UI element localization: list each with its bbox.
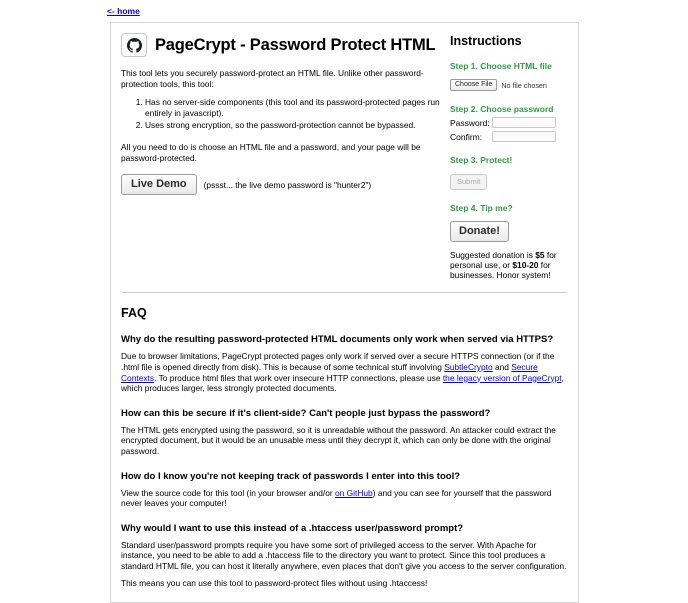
github-octocat-icon — [127, 38, 142, 53]
faq-section — [121, 306, 568, 588]
step3-label: Step 3. Protect! — [450, 155, 513, 165]
home-link[interactable]: <- home — [107, 6, 140, 16]
donate-button[interactable]: Donate! — [450, 221, 509, 242]
donation-amount: $10-20 — [512, 259, 539, 270]
github-link[interactable] — [121, 33, 147, 57]
subtlecrypto-link[interactable]: SubtleCrypto — [444, 361, 493, 372]
live-demo-button[interactable]: Live Demo — [121, 174, 197, 195]
file-input-row — [450, 79, 570, 91]
faq-question: How can this be secure if it's client-side? Can't people just bypass the password? — [121, 407, 491, 419]
page — [107, 0, 579, 603]
submit-button[interactable]: Submit — [450, 174, 487, 190]
confirm-input[interactable] — [492, 131, 556, 142]
faq-answer: View the source code for this tool (in your browser and/or on GitHub) and you can see for yourself that the password never leaves your computer! — [121, 487, 552, 509]
faq-title: FAQ — [121, 306, 147, 321]
step1-label: Step 1. Choose HTML file — [450, 61, 552, 71]
title-row — [121, 33, 441, 57]
main-card — [110, 22, 579, 603]
instructions-panel — [450, 31, 570, 280]
faq-question: Why do the resulting password-protected HTML documents only work when served via HTTPS? — [121, 334, 554, 346]
secure-contexts-link[interactable]: Secure Contexts — [121, 361, 538, 383]
feature-list — [121, 97, 441, 131]
faq-question: How do I know you're not keeping track of passwords I enter into this tool? — [121, 470, 461, 482]
top-section — [121, 31, 568, 280]
step4-label: Step 4. Tip me? — [450, 203, 513, 213]
file-status-text: No file chosen — [501, 80, 547, 90]
feature-item: 1. Has no server-side components (this tool and its password-protected pages run entirely in javascript). — [145, 97, 441, 118]
faq-answer: Standard user/password prompts require you have some sort of privileged access to the server. With Apache for instance, you need to be able to add a .htaccess file to the directory you want to protect. Since this tool produces a standard HTML file, you can host it literally anywhere, even places that don't give you access to the server configuration. — [121, 539, 567, 571]
main-column — [121, 31, 441, 280]
password-input[interactable] — [492, 117, 556, 128]
donation-amount: $5 — [535, 250, 545, 260]
confirm-row — [450, 131, 570, 142]
donation-note: Suggested donation is $5 for personal use, or $10-20 for businesses. Honor system! — [450, 250, 557, 280]
demo-row — [121, 174, 441, 195]
intro-lead: This tool lets you securely password-protect an HTML file. Unlike other password-protection tools, this tool: — [121, 68, 424, 89]
instructions-title: Instructions — [450, 34, 522, 48]
faq-closing: This means you can use this tool to password-protect files without using .htaccess! — [121, 577, 428, 588]
faq-answer: The HTML gets encrypted using the password, so it is unreadable without the password. An attacker could extract the encrypted document, but it would be an unusable mess until they decrypt it, which can only be done with the original password. — [121, 424, 556, 456]
password-row — [450, 117, 570, 128]
confirm-label: Confirm: — [450, 131, 483, 142]
feature-item: 2. Uses strong encryption, so the password-protection cannot be bypassed. — [145, 120, 441, 131]
intro-summary: All you need to do is choose an HTML file and a password, and your page will be password-protected. — [121, 141, 421, 163]
password-label: Password: — [450, 117, 490, 128]
faq-answer: Due to browser limitations, PageCrypt protected pages only work if served over a secure HTTPS connection (or if the .html file is opened directly from disk). This is because of some technical stuff involving SubtleCrypto and Secure Contexts. To produce html files that work over insecure HTTP connections, please use the legacy version of PageCrypt, which produces larger, less strongly protected documents. — [121, 351, 564, 394]
live-demo-note: (pssst... the live demo password is "hunter2") — [203, 179, 372, 190]
page-title: PageCrypt - Password Protect HTML — [155, 35, 436, 54]
choose-file-button[interactable]: Choose File — [450, 79, 497, 91]
legacy-version-link[interactable]: the legacy version of PageCrypt — [442, 372, 562, 383]
faq-question: Why would I want to use this instead of a .htaccess user/password prompt? — [121, 522, 464, 534]
github-source-link[interactable]: on GitHub — [334, 487, 373, 498]
divider — [122, 292, 567, 293]
step2-label: Step 2. Choose password — [450, 104, 554, 114]
